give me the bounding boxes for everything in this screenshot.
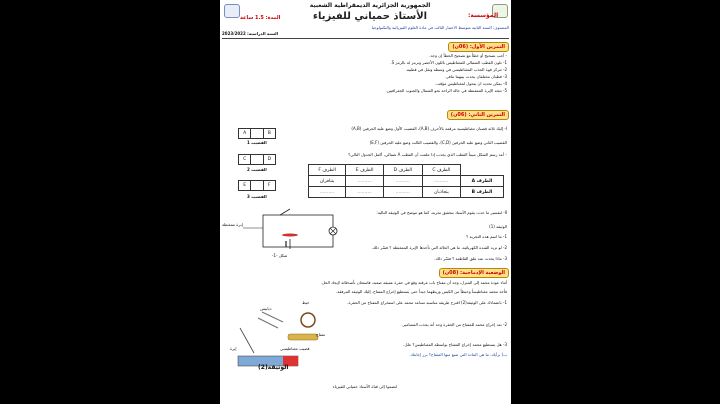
magnet-label-2: القضيب 2 [247, 167, 267, 172]
establishment-label: المؤسسة: [468, 12, 499, 19]
exercise1-item: 5- تتجه الإبرة الممغنطة في حالة الراحة نحو الشمال والجنوب الجغرافيين. [385, 88, 507, 93]
left-logo-icon [224, 4, 240, 18]
republic-title: الجمهورية الجزائرية الديمقراطية الشعبية [309, 2, 431, 9]
thread-icon [301, 313, 315, 327]
table-cell: يتجاذبان [422, 187, 460, 198]
duration-label: المدة: 1.5 ساعة [240, 15, 281, 21]
table-row [309, 176, 504, 187]
part2-intro: II- لتفسير ما حدث يقوم الأستاذ بتحقيق تجربة، كما هو موضح في الوثيقة التالية: [376, 210, 507, 215]
magnet-label: قضيب مغناطيسي [280, 346, 310, 351]
table-cell: .......... [383, 187, 422, 198]
thread-label: خيط [302, 300, 310, 305]
magnet-pole: D [267, 157, 272, 162]
part2-question: 3- ماذا يحدث عند غلق القاطعة ؟ فسّر ذلك. [434, 256, 507, 261]
nail-icon [262, 312, 283, 322]
table-cell: .......... [422, 176, 460, 187]
exercise2-line2: القضيب الثاني وضع عليه الحرفين (C,D)، والقضيب الثالث وضع عليه الحرفين (E,F) [369, 140, 507, 145]
magnet-label-1: القضيب 1 [247, 140, 267, 145]
nails-label: دبابيس [260, 306, 272, 311]
magnet-pole: E [239, 181, 251, 190]
magnet-pole: F [268, 183, 271, 188]
document2-label: الوثيقة(2) [258, 364, 289, 371]
magnet-middle [251, 155, 263, 164]
level-label: المستوى: السنة الثانية متوسط [458, 25, 509, 30]
magnet-bar-3 [238, 180, 276, 191]
table-header: الطرف C [422, 165, 460, 176]
magnet-bar-1 [238, 128, 276, 139]
situation-question: 3- هل يستطيع محمد إخراج المفتاح بواسطة المغناطيس؟ علل. [403, 342, 507, 347]
table-cell: .......... [309, 187, 346, 198]
exercise1-item: 4- يمكن تحديد ان يتحول لمغناطيس مؤقت. [435, 81, 507, 86]
exam-label: الاختبار الثالث في مادة العلوم الفيزيائية والتكنولوجيا [371, 25, 457, 30]
situation-text: أثناء عودة محمد إلى المنزل، وجد أن مفتاح باب غرفته وقع في حفرة عميقة صعبة، فاستعان بأصدقائه لإيجاد الحل. [320, 280, 507, 285]
magnet-pole: A [239, 129, 251, 138]
magnet-middle [251, 129, 263, 138]
exercise2-intro: I- إليك ثلاثة قضبان مغناطيسية مرقمة بالأحرف (A,B)، القضيب الأول وضع عليه الحرفين (A,B) [351, 126, 507, 131]
part2-question: 2- لو تزيد الشدة الكهربائية، ما هي الحالة التي تأخذها الإبرة الممغنطة ؟ فسّر ذلك. [371, 245, 507, 250]
table-header: الطرف E [346, 165, 384, 176]
table-row [309, 187, 504, 198]
circuit-wire [263, 215, 333, 247]
exercise2-line3: - أعد رسم الشكل مبيناً القطب الذي يجذب إذا علمت أن القطب A شمالي، أكمل الجدول التالي؟ [348, 152, 507, 157]
table-row-head: الطرف A [460, 176, 503, 187]
header-divider [222, 38, 509, 39]
key-icon [288, 334, 318, 340]
situation-text: فأخذ محمد مغناطيساً وخيطاً من الكيس وربطهما جيداً حتى يستطيع إخراج المفتاح. إليك الوثيقة المرفقة. [336, 289, 507, 294]
table-cell: يتنافران [309, 176, 346, 187]
switch-icon [280, 209, 290, 215]
nail-icon [258, 318, 278, 328]
magnet-middle [251, 181, 263, 190]
circuit-label: شكل -1- [272, 253, 288, 258]
key-label: مفتاح [316, 332, 326, 337]
exercise1-item: 1- تلون القطب الشمالي للمغناطيس باللون الأخضر ونرمز له بالرمز S. [390, 60, 507, 65]
teacher-title: الأستاذ حمياني للفيزياء [312, 11, 428, 22]
needle-label: إبرة ممغنطة [222, 222, 243, 227]
magnet-pole: B [267, 131, 271, 136]
footer-note: انضموا إلى قناة الأستاذ حمياني للفيزياء [332, 384, 398, 389]
situation-title: الوضعية الإدماجية: (08ن) [439, 268, 509, 278]
magnet-pole: C [239, 155, 251, 164]
needle-tool-label: إبرة [230, 346, 237, 351]
school-year-label: السنة الدراسية: 2023/2022 [222, 31, 278, 36]
table-header: الطرف D [383, 165, 422, 176]
exercise1-title: التمرين الأول: (06ن) [448, 42, 509, 52]
table-cell: .......... [346, 176, 384, 187]
exercise1-intro: - أجب بصحيح أو خطأ مع تصحيح الخطأ إن وجد. [429, 53, 507, 58]
exam-info-line [280, 25, 509, 30]
magnet-bar-2 [238, 154, 276, 165]
needle-icon [282, 234, 298, 237]
part2-doc-label: الوثيقة (1) [489, 224, 507, 229]
table-row-head: الطرف B [460, 187, 503, 198]
part2-question: 1- ما اسم هذه التجربة ؟ [466, 234, 507, 239]
magnet-label-3: القضيب 3 [247, 194, 267, 199]
table-header-row [309, 165, 504, 176]
situation-question: ب) برأيك، ما هي المادة التي صنع منها المفتاح؟ برر إجابتك. [409, 352, 507, 357]
exercise2-title: التمرين الثاني: (06ن) [447, 110, 509, 120]
table-corner [460, 165, 503, 176]
situation-question: 2- بعد إخراج محمد للمفتاح من الحفرة وجد أنه يجذب المسامير. [401, 322, 507, 327]
exam-page [220, 0, 511, 404]
poles-table [308, 164, 504, 198]
table-cell: .......... [383, 176, 422, 187]
situation-question: 1- باعتمادك على الوثيقة(2) اقترح طريقة مناسبة تساعد محمد على استخراج المفتاح من الحفرة. [347, 300, 507, 305]
needle-tool-icon [240, 328, 254, 353]
exercise1-item: 2- تتركز قوة الجذب المغناطيسي في وسطه وتقل في قطبيه. [405, 67, 507, 72]
table-cell: .......... [346, 187, 384, 198]
exercise1-item: 3- قطبان مختلفان يحدث بينهما تنافر. [445, 74, 507, 79]
table-header: الطرف F [309, 165, 346, 176]
